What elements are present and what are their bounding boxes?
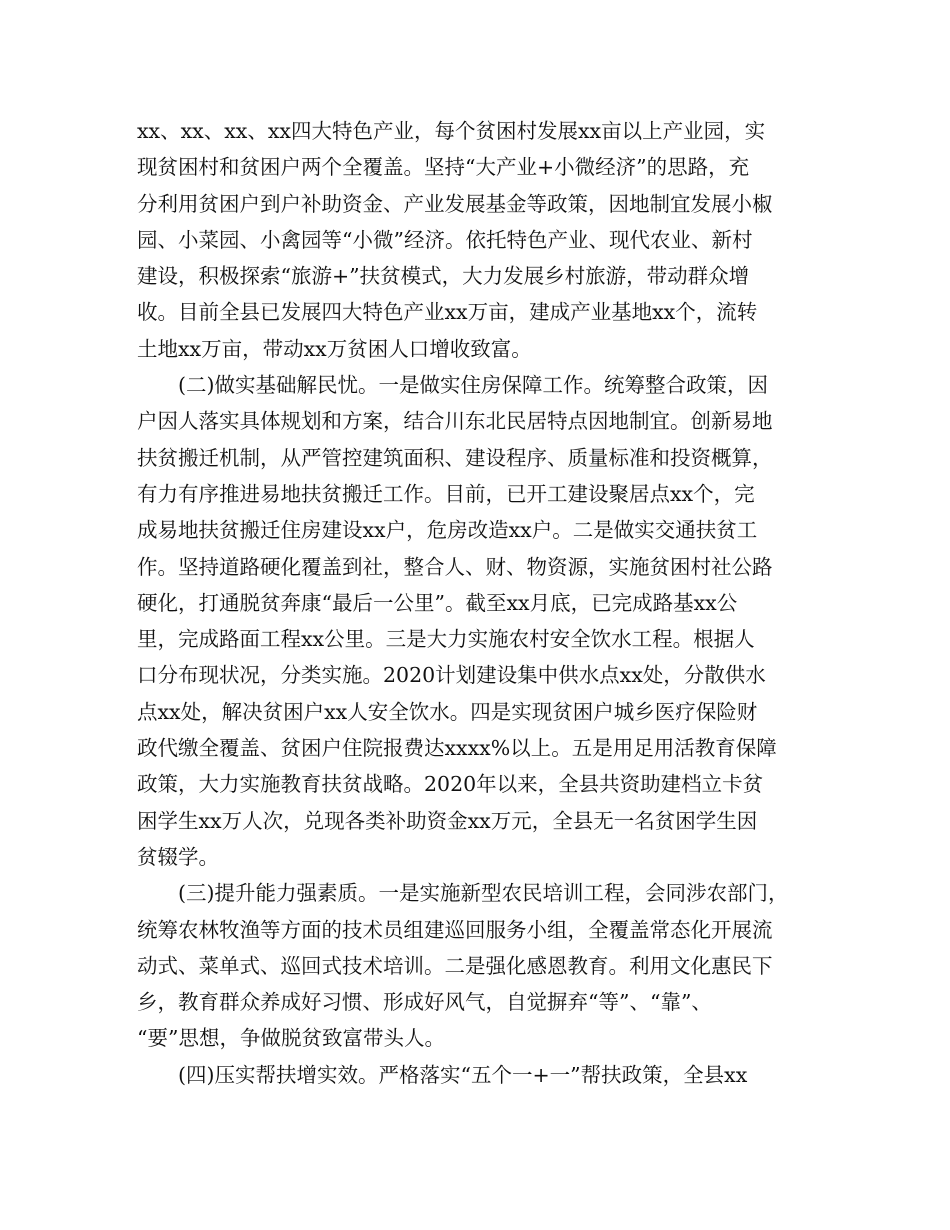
text-line: 贫辍学。 [137, 844, 219, 869]
paragraph-assistance [137, 1057, 827, 1093]
paragraph-capacity [137, 875, 827, 1056]
text-line: 有力有序推进易地扶贫搬迁工作。目前，已开工建设聚居点xx个，完 [137, 481, 755, 506]
text-line: 作。坚持道路硬化覆盖到社，整合人、财、物资源，实施贫困村社公路 [137, 554, 773, 579]
text-line: 户因人落实具体规划和方案，结合川东北民居特点因地制宜。创新易地 [137, 409, 773, 434]
text-line: 成易地扶贫搬迁住房建设xx户，危房改造xx户。二是做实交通扶贫工 [137, 518, 758, 543]
text-line: 政策，大力实施教育扶贫战略。2020年以来，全县共资助建档立卡贫 [137, 772, 764, 797]
text-line: 乡，教育群众养成好习惯、形成好风气，自觉摒弃“等”、“靠”、 [137, 990, 712, 1015]
text-line: 园、小菜园、小禽园等“小微”经济。依托特色产业、现代农业、新村 [137, 227, 753, 252]
text-line: 点xx处，解决贫困户xx人安全饮水。四是实现贫困户城乡医疗保险财 [137, 699, 758, 724]
text-line: (二)做实基础解民忧。一是做实住房保障工作。统筹整合政策，因 [137, 373, 768, 398]
text-line: 里，完成路面工程xx公里。三是大力实施农村安全饮水工程。根据人 [137, 627, 755, 652]
text-line: 分利用贫困户到户补助资金、产业发展基金等政策，因地制宜发展小椒 [137, 191, 773, 216]
paragraph-industry [137, 113, 827, 367]
text-line: 硬化，打通脱贫奔康“最后一公里”。截至xx月底，已完成路基xx公 [137, 590, 738, 615]
text-line: (三)提升能力强素质。一是实施新型农民培训工程，会同涉农部门， [137, 881, 789, 906]
text-line: 统筹农林牧渔等方面的技术员组建巡回服务小组，全覆盖常态化开展流 [137, 917, 773, 942]
text-line: 扶贫搬迁机制，从严管控建筑面积、建设程序、质量标准和投资概算， [137, 445, 773, 470]
text-line: (四)压实帮扶增实效。严格落实“五个一+一”帮扶政策，全县xx [137, 1062, 748, 1087]
text-line: 收。目前全县已发展四大特色产业xx万亩，建成产业基地xx个，流转 [137, 300, 758, 325]
paragraph-infrastructure [137, 367, 827, 875]
text-line: 土地xx万亩，带动xx万贫困人口增收致富。 [137, 336, 532, 361]
document-body [137, 113, 827, 1093]
text-line: “要”思想，争做脱贫致富带头人。 [137, 1026, 445, 1051]
text-line: xx、xx、xx、xx四大特色产业，每个贫困村发展xx亩以上产业园，实 [137, 119, 766, 143]
text-line: 现贫困村和贫困户两个全覆盖。坚持“大产业+小微经济”的思路，充 [137, 155, 750, 180]
text-line: 动式、菜单式、巡回式技术培训。二是强化感恩教育。利用文化惠民下 [137, 953, 773, 978]
text-line: 建设，积极探索“旅游+”扶贫模式，大力发展乡村旅游，带动群众增 [137, 264, 750, 289]
text-line: 政代缴全覆盖、贫困户住院报费达xxxx%以上。五是用足用活教育保障 [137, 736, 777, 761]
text-line: 困学生xx万人次，兑现各类补助资金xx万元，全县无一名贫困学生因 [137, 808, 758, 833]
text-line: 口分布现状况，分类实施。2020计划建设集中供水点xx处，分散供水 [137, 663, 766, 688]
